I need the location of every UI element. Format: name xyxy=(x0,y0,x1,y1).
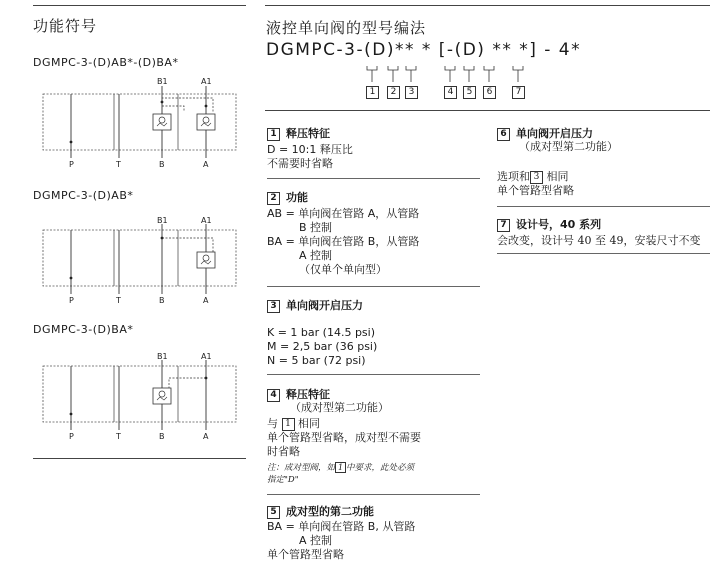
symbol-1-label-p: P xyxy=(69,160,74,168)
divider-7 xyxy=(497,253,710,254)
code-box-5: 5 xyxy=(463,82,476,101)
symbol-3-diagram xyxy=(33,352,246,440)
top-rule-left xyxy=(33,5,246,6)
symbol-2-diagram xyxy=(33,216,246,304)
symbol-3-label-b: B xyxy=(159,432,165,440)
divider-4 xyxy=(267,494,480,495)
section-6-title: 6 单向阀开启压力 xyxy=(497,125,593,141)
section-1-title: 1 释压特征 xyxy=(267,125,330,141)
symbol-1-label-t: T xyxy=(116,160,121,168)
right-section-title: 液控单向阀的型号编法 xyxy=(266,19,427,37)
symbol-3-label-b1: B1 xyxy=(157,352,168,361)
symbol-1-label-b: B xyxy=(159,160,165,168)
left-section-title: 功能符号 xyxy=(33,17,98,35)
symbol-1-label-b1: B1 xyxy=(157,77,168,86)
symbol-2-label-b: B xyxy=(159,296,165,304)
code-box-3: 3 xyxy=(405,82,418,101)
section-6-body: 选项和 3 相同 单个管路型省略 xyxy=(497,170,574,197)
divider-1 xyxy=(267,178,480,179)
symbol-1-label-a1: A1 xyxy=(201,77,212,86)
section-7-title: 7 设计号，40 系列 xyxy=(497,216,601,232)
mid-rule-right xyxy=(265,110,710,111)
section-5-title: 5 成对型的第二功能 xyxy=(267,503,374,519)
divider-2 xyxy=(267,286,480,287)
code-box-2: 2 xyxy=(387,82,400,101)
symbol-2-label-t: T xyxy=(116,296,121,304)
symbol-3-label-t: T xyxy=(116,432,121,440)
section-2-title: 2 功能 xyxy=(267,189,308,205)
section-3-title: 3 单向阀开启压力 xyxy=(267,297,363,313)
symbol-1-label-a: A xyxy=(203,160,209,168)
code-box-7: 7 xyxy=(512,82,525,101)
symbol-3-label-p: P xyxy=(69,432,74,440)
top-rule-right xyxy=(265,5,710,6)
section-4-subtitle: （成对型第二功能） xyxy=(290,401,389,414)
code-box-4: 4 xyxy=(444,82,457,101)
divider-6 xyxy=(497,206,710,207)
symbol-2-label-a: A xyxy=(203,296,209,304)
code-box-1: 1 xyxy=(366,82,379,101)
section-4-body: 与 1 相同 单个管路型省略，成对型不需要 时省略 xyxy=(267,417,421,458)
section-2-body: AB = 单向阀在管路 A，从管路 B 控制 BA = 单向阀在管路 B，从管路 A 控制 （仅单个单向型） xyxy=(267,207,420,276)
symbol-2-label-a1: A1 xyxy=(201,216,212,225)
section-3-body: K = 1 bar (14.5 psi) M = 2,5 bar (36 psi) N = 5 bar (72 psi) xyxy=(267,326,378,367)
symbol-3-label-a1: A1 xyxy=(201,352,212,361)
section-1-body: D = 10:1 释压比 不需要时省略 xyxy=(267,143,353,170)
section-5-body: BA = 单向阀在管路 B, 从管路 A 控制 单个管路型省略 xyxy=(267,520,416,561)
symbol-1-diagram xyxy=(33,76,246,168)
section-4-title: 4 释压特征 xyxy=(267,386,330,402)
symbol-2-label-b1: B1 xyxy=(157,216,168,225)
symbol-3-label-a: A xyxy=(203,432,209,440)
section-4-note: 注：成对型阀，如 1 中要求，此处必须 指定"D" xyxy=(267,463,415,485)
symbol-2-label-p: P xyxy=(69,296,74,304)
symbol-1-model: DGMPC-3-(D)AB*-(D)BA* xyxy=(33,56,179,69)
code-box-6: 6 xyxy=(483,82,496,101)
bottom-rule-left xyxy=(33,458,246,459)
model-code: DGMPC-3-(D)** * [-(D) ** *] - 4* xyxy=(266,40,582,60)
divider-3 xyxy=(267,374,480,375)
section-7-body: 会改变，设计号 40 至 49，安装尺寸不变 xyxy=(497,234,701,247)
symbol-3-model: DGMPC-3-(D)BA* xyxy=(33,323,134,336)
symbol-2-model: DGMPC-3-(D)AB* xyxy=(33,189,134,202)
section-6-subtitle: （成对型第二功能） xyxy=(519,140,618,153)
